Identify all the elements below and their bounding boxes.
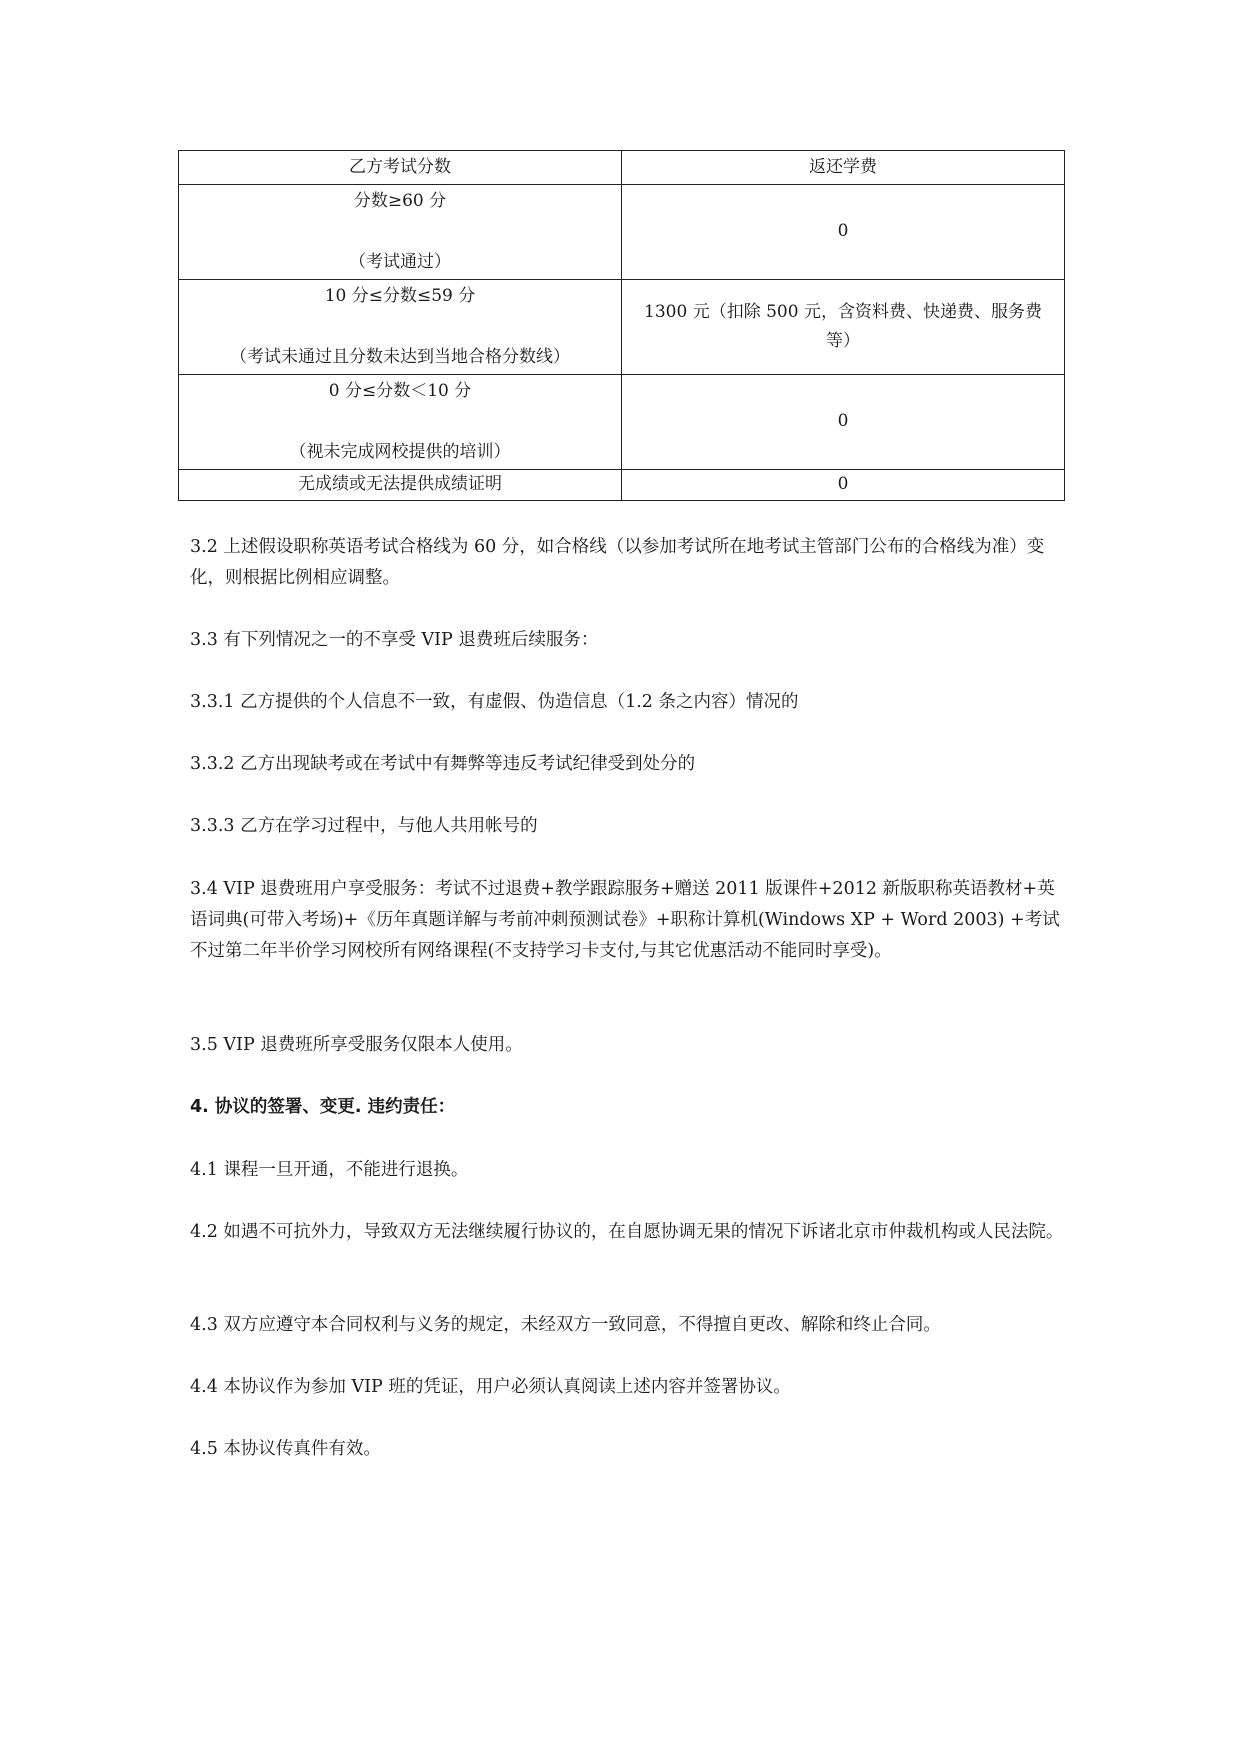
score-note: （视未完成网校提供的培训） — [289, 441, 511, 462]
paragraph-3-4: 3.4 VIP 退费班用户享受服务：考试不过退费+教学跟踪服务+赠送 2011 版课件+2012 新版职称英语教材+英语词典(可带入考场)+《历年真题详解与考前冲刺预测试卷》+职称计算机(Windows XP + Word 2003) +考试不过第二年半价学习网校所有网络课程(不支持学习卡支付,与其它优惠活动不能同时享受)。 — [190, 879, 1060, 961]
paragraph-3-3-3: 3.3.3 乙方在学习过程中，与他人共用帐号的 — [190, 816, 538, 836]
paragraph-4-1: 4.1 课程一旦开通，不能进行退换。 — [190, 1160, 469, 1180]
table-row — [179, 375, 1065, 470]
paragraph-3-2: 3.2 上述假设职称英语考试合格线为 60 分，如合格线（以参加考试所在地考试主管部门公布的合格线为准）变化，则根据比例相应调整。 — [190, 537, 1045, 588]
score-range: 0 分≤分数＜10 分 — [328, 381, 472, 401]
table-header-row — [179, 151, 1065, 185]
score-cell: 无成绩或无法提供成绩证明 — [179, 470, 622, 501]
score-range: 10 分≤分数≤59 分 — [324, 286, 476, 306]
score-range: 分数≥60 分 — [353, 191, 447, 211]
score-note: （考试通过） — [349, 251, 451, 272]
score-note: （考试未通过且分数未达到当地合格分数线） — [230, 346, 570, 367]
paragraph-3-5: 3.5 VIP 退费班所享受服务仅限本人使用。 — [190, 1035, 523, 1055]
score-cell — [179, 280, 622, 375]
score-cell — [179, 185, 622, 280]
paragraph-3-3-2: 3.3.2 乙方出现缺考或在考试中有舞弊等违反考试纪律受到处分的 — [190, 754, 696, 774]
table-row — [179, 470, 1065, 501]
score-cell — [179, 375, 622, 470]
paragraph-3-3: 3.3 有下列情况之一的不享受 VIP 退费班后续服务： — [190, 630, 599, 650]
refund-cell: 0 — [622, 185, 1065, 280]
table-row — [179, 280, 1065, 375]
paragraph-4-5: 4.5 本协议传真件有效。 — [190, 1439, 381, 1459]
paragraph-3-3-1: 3.3.1 乙方提供的个人信息不一致，有虚假、伪造信息（1.2 条之内容）情况的 — [190, 692, 799, 712]
refund-cell: 0 — [622, 375, 1065, 470]
section-4-heading: 4. 协议的签署、变更. 违约责任： — [190, 1097, 456, 1117]
refund-cell: 0 — [622, 470, 1065, 501]
refund-cell: 1300 元（扣除 500 元，含资料费、快递费、服务费等） — [622, 280, 1065, 375]
refund-table — [178, 150, 1065, 501]
paragraph-4-3: 4.3 双方应遵守本合同权利与义务的规定，未经双方一致同意，不得擅自更改、解除和终止合同。 — [190, 1315, 941, 1335]
header-score: 乙方考试分数 — [179, 151, 622, 185]
paragraph-4-4: 4.4 本协议作为参加 VIP 班的凭证，用户必须认真阅读上述内容并签署协议。 — [190, 1377, 791, 1397]
table-row — [179, 185, 1065, 280]
paragraph-4-2: 4.2 如遇不可抗外力，导致双方无法继续履行协议的，在自愿协调无果的情况下诉诸北京市仲裁机构或人民法院。 — [190, 1222, 1064, 1242]
header-refund: 返还学费 — [622, 151, 1065, 185]
